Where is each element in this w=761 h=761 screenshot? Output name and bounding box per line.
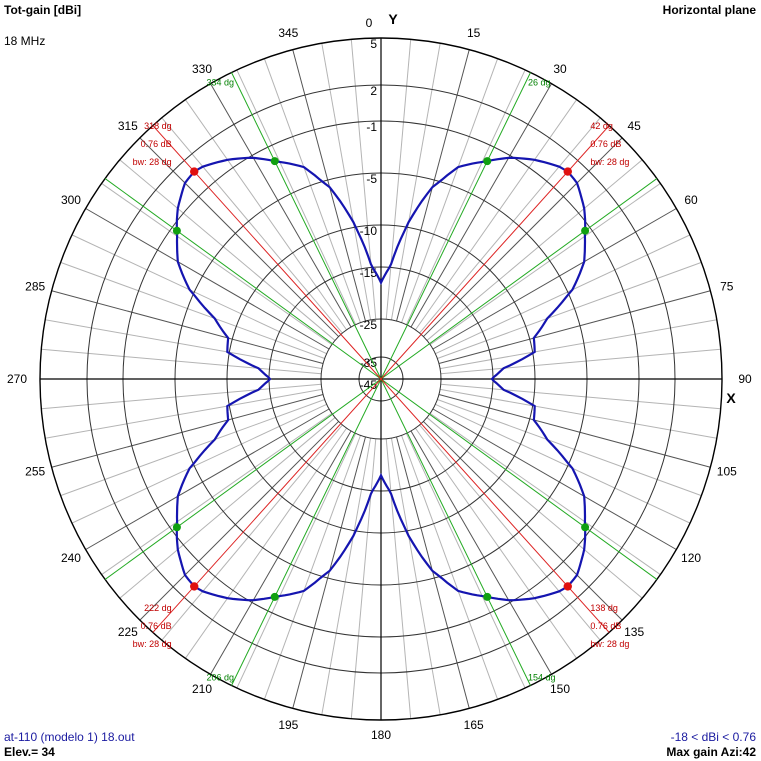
- beamwidth-edge-marker: [483, 157, 491, 165]
- angle-tick-label: 150: [549, 682, 571, 697]
- beam-label: 0.76 dB: [590, 138, 622, 149]
- angle-tick-label: 285: [25, 279, 46, 294]
- minor-spoke: [402, 59, 498, 323]
- minor-spoke: [264, 435, 360, 699]
- major-spoke: [293, 50, 366, 321]
- major-spoke: [211, 84, 352, 327]
- minor-spoke: [61, 262, 325, 358]
- minor-spoke: [162, 425, 343, 640]
- beamwidth-edge-label: 26 dg: [528, 77, 551, 88]
- minor-spoke: [420, 118, 601, 333]
- minor-spoke: [437, 400, 701, 496]
- beamwidth-edge-line: [105, 379, 381, 579]
- minor-spoke: [120, 418, 335, 599]
- major-spoke: [411, 431, 552, 674]
- major-spoke: [86, 209, 329, 350]
- major-spoke: [423, 138, 622, 337]
- plane-label: Horizontal plane: [662, 3, 756, 17]
- chart-title: Tot-gain [dBi]: [4, 3, 82, 17]
- beamwidth-edge-marker: [271, 157, 279, 165]
- radial-tick-label: -35: [359, 356, 377, 370]
- radial-tick-label: -45: [359, 378, 377, 392]
- beamwidth-edge-line: [105, 179, 381, 379]
- angle-tick-label: 75: [720, 279, 734, 294]
- minor-spoke: [61, 400, 325, 496]
- minor-spoke: [427, 418, 642, 599]
- major-spoke: [397, 437, 470, 708]
- beam-label: 138 dg: [590, 603, 618, 614]
- beam-label: 318 dg: [144, 120, 172, 131]
- minor-spoke: [72, 235, 327, 354]
- gain-range-label: -18 < dBi < 0.76: [670, 730, 756, 744]
- minor-spoke: [420, 425, 601, 640]
- major-spoke: [52, 395, 323, 468]
- major-spoke: [140, 138, 339, 337]
- beam-label: 0.76 dB: [140, 138, 172, 149]
- elevation-label: Elev.= 34: [4, 745, 55, 759]
- max-gain-marker: [190, 167, 198, 175]
- angle-tick-label: 120: [681, 551, 702, 565]
- major-spoke: [211, 431, 352, 674]
- major-spoke: [86, 409, 329, 550]
- axis-x-label: X: [726, 390, 736, 406]
- minor-spoke: [264, 59, 360, 323]
- major-spoke: [439, 395, 710, 468]
- beam-label: bw: 28 dg: [132, 639, 172, 650]
- max-gain-label: Max gain Azi:42: [666, 745, 756, 759]
- angle-tick-label: 30: [553, 61, 567, 76]
- beamwidth-edge-marker: [173, 227, 181, 235]
- beamwidth-edge-label: 154 dg: [528, 672, 556, 683]
- max-gain-marker: [564, 582, 572, 590]
- major-spoke: [411, 84, 552, 327]
- angle-tick-label: 315: [117, 118, 138, 133]
- major-spoke: [423, 421, 622, 620]
- beamwidth-edge-label: 334 dg: [206, 77, 234, 88]
- angle-tick-label: 15: [466, 26, 481, 41]
- major-spoke: [140, 421, 339, 620]
- major-spoke: [293, 437, 366, 708]
- max-gain-marker: [190, 582, 198, 590]
- angle-tick-label: 105: [716, 464, 737, 479]
- radial-tick-label: 5: [370, 37, 377, 51]
- angle-tick-label: 90: [738, 372, 752, 386]
- major-spoke: [433, 209, 676, 350]
- angle-tick-label: 345: [278, 26, 299, 41]
- angle-tick-label: 270: [6, 372, 28, 386]
- angle-tick-label: 225: [117, 625, 138, 640]
- beamwidth-edge-marker: [483, 593, 491, 601]
- radial-tick-label: 2: [370, 84, 377, 98]
- major-spoke: [397, 50, 470, 321]
- angle-tick-label: 240: [60, 551, 81, 565]
- axis-y-label: Y: [388, 11, 398, 27]
- major-spoke: [439, 291, 710, 364]
- beam-label: 0.76 dB: [590, 621, 622, 632]
- radial-tick-label: -5: [366, 172, 377, 186]
- file-label: at-110 (modelo 1) 18.out: [4, 730, 135, 744]
- angle-tick-label: 180: [370, 728, 392, 742]
- angle-tick-label: 60: [684, 193, 698, 207]
- beamwidth-edge-marker: [173, 523, 181, 531]
- angle-tick-label: 165: [463, 717, 484, 732]
- major-spoke: [52, 291, 323, 364]
- beamwidth-edge-marker: [581, 523, 589, 531]
- beamwidth-edge-label: 206 dg: [206, 672, 234, 683]
- minor-spoke: [402, 435, 498, 699]
- radial-tick-label: -15: [359, 266, 377, 280]
- radial-tick-label: -25: [359, 318, 377, 332]
- angle-tick-label: 330: [191, 61, 213, 76]
- beam-label: bw: 28 dg: [590, 639, 630, 650]
- minor-spoke: [72, 404, 327, 523]
- radial-tick-labels: [360, 37, 378, 392]
- major-spoke: [433, 409, 676, 550]
- angle-tick-label: 300: [60, 193, 81, 207]
- beamwidth-edge-marker: [271, 593, 279, 601]
- minor-spoke: [437, 262, 701, 358]
- angle-tick-label: 45: [627, 118, 641, 133]
- beam-label: 222 dg: [144, 603, 172, 614]
- minor-spoke: [120, 160, 335, 341]
- beamwidth-edge-marker: [581, 227, 589, 235]
- beamwidth-edge-line: [381, 179, 657, 379]
- angle-tick-label: 0: [365, 16, 373, 30]
- minor-spoke: [435, 404, 690, 523]
- angle-tick-label: 255: [25, 464, 46, 479]
- radial-tick-label: -10: [359, 224, 377, 238]
- beam-label: bw: 28 dg: [132, 156, 172, 167]
- angle-tick-label: 135: [624, 625, 645, 640]
- minor-spoke: [162, 118, 343, 333]
- angle-tick-label: 195: [278, 717, 299, 732]
- beam-label: 0.76 dB: [140, 621, 172, 632]
- beam-label: 42 dg: [590, 120, 613, 131]
- radial-tick-label: -1: [366, 120, 377, 134]
- minor-spoke: [427, 160, 642, 341]
- frequency-label: 18 MHz: [4, 34, 46, 48]
- max-gain-marker: [564, 167, 572, 175]
- beamwidth-edge-line: [381, 379, 657, 579]
- beam-label: bw: 28 dg: [590, 156, 630, 167]
- angle-tick-label: 210: [191, 682, 213, 697]
- minor-spoke: [435, 235, 690, 354]
